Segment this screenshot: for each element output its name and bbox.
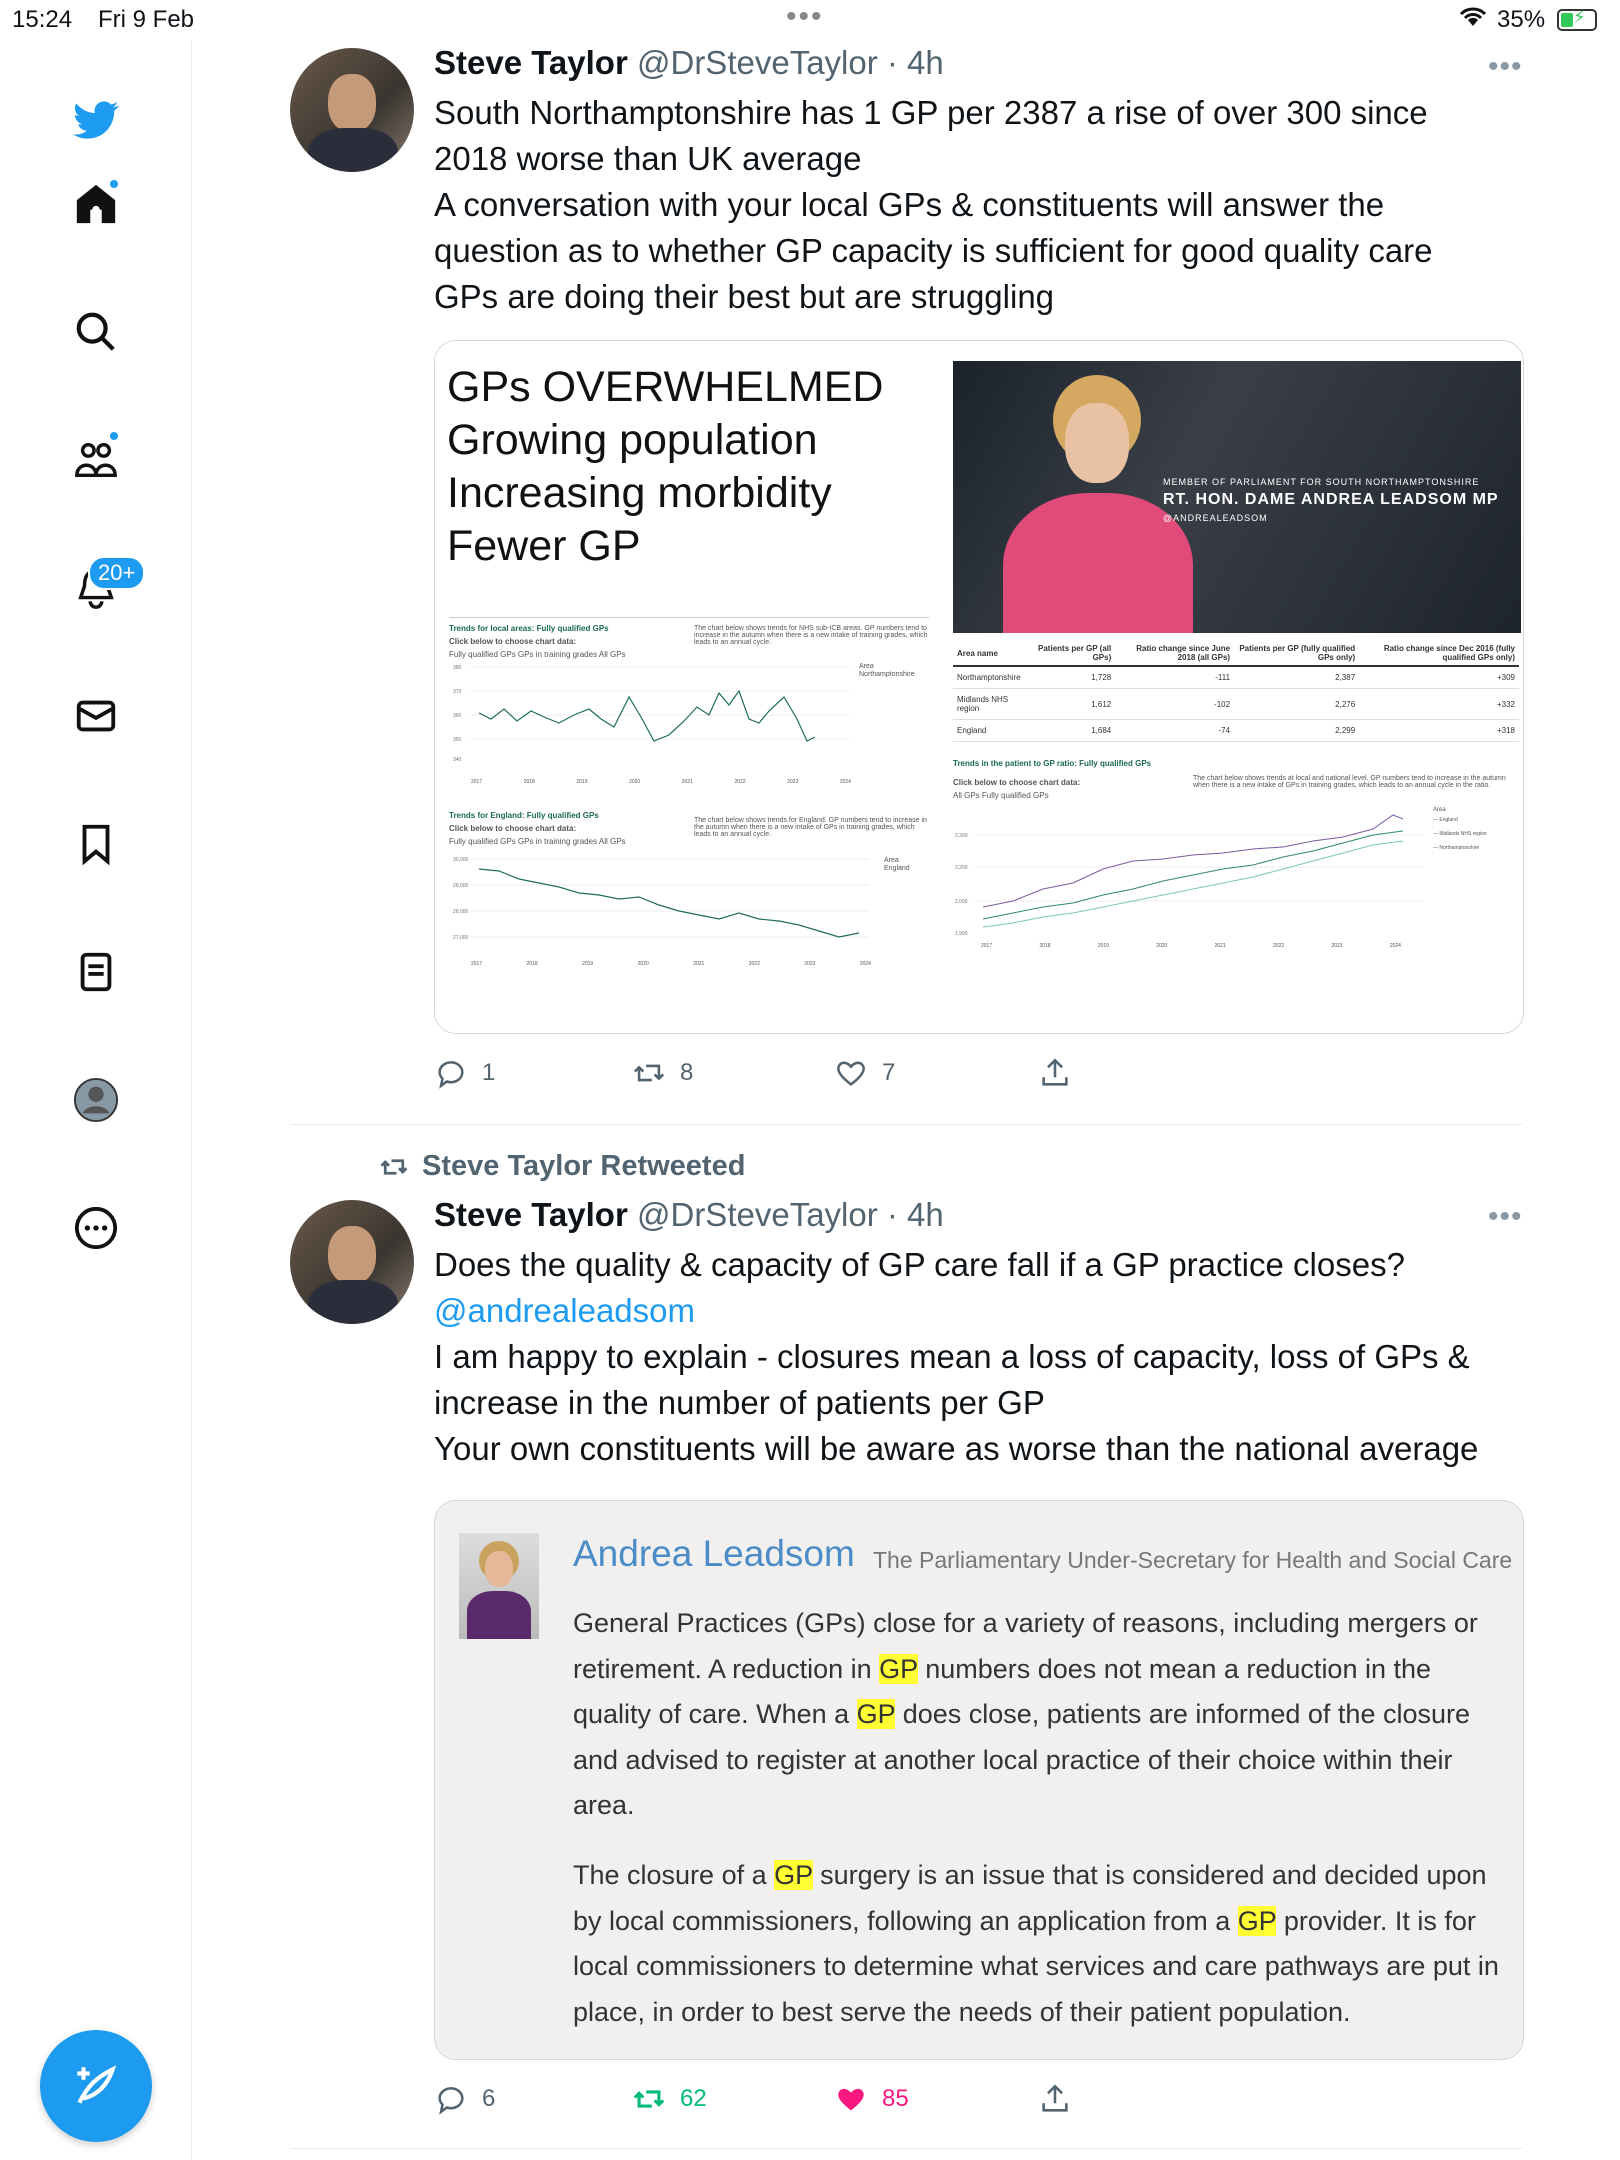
svg-text:27,000: 27,000	[453, 935, 469, 941]
like-count: 85	[882, 2085, 909, 2112]
communities-new-dot	[108, 430, 120, 442]
search-icon[interactable]	[66, 302, 126, 362]
svg-text:1,900: 1,900	[955, 931, 968, 937]
table-row: Northamptonshire 1,728 -111 2,387 +309	[953, 666, 1519, 689]
heart-icon	[834, 1056, 868, 1090]
tweet-time: · 4h	[886, 1196, 944, 1233]
like-button[interactable]	[834, 2082, 909, 2116]
svg-text:380: 380	[453, 665, 462, 671]
reply-button[interactable]	[434, 2082, 495, 2116]
more-options-icon[interactable]	[66, 1198, 126, 1258]
reply-icon	[434, 2082, 468, 2116]
retweeted-by: Steve Taylor Retweeted	[376, 1150, 745, 1183]
reply-icon	[434, 1056, 468, 1090]
retweet-button[interactable]	[632, 1056, 693, 1090]
retweet-count: 62	[680, 2085, 707, 2112]
svg-text:340: 340	[453, 757, 462, 763]
author-handle[interactable]: @DrSteveTaylor	[636, 1196, 878, 1233]
table-row: Midlands NHS region 1,612 -102 2,276 +332	[953, 689, 1519, 720]
reply-count: 1	[482, 1059, 496, 1086]
tweet-line: A conversation with your local GPs & constituents will answer the	[434, 186, 1385, 223]
notifications-badge: 20+	[88, 556, 145, 590]
share-icon	[1038, 2082, 1072, 2116]
status-bar	[0, 0, 1620, 40]
share-button[interactable]	[1038, 2082, 1072, 2116]
svg-text:2,300: 2,300	[955, 833, 968, 839]
tweet-header	[434, 44, 944, 82]
svg-text:2,200: 2,200	[955, 865, 968, 871]
tweet-actions	[434, 2082, 1434, 2122]
tweet-text	[434, 90, 1514, 320]
compose-tweet-button[interactable]	[40, 2030, 152, 2142]
sidebar	[0, 40, 192, 2160]
tweet-text	[434, 1242, 1524, 1472]
quote-avatar	[459, 1533, 539, 1639]
bookmarks-icon[interactable]	[66, 814, 126, 874]
local-trends-plot	[449, 657, 849, 777]
heart-filled-icon	[834, 2082, 868, 2116]
svg-text:28,000: 28,000	[453, 909, 469, 915]
svg-text:370: 370	[453, 689, 462, 695]
svg-text:2,000: 2,000	[955, 899, 968, 905]
svg-text:30,000: 30,000	[453, 857, 469, 863]
image-right-panel	[945, 341, 1524, 1033]
twitter-logo-icon[interactable]	[66, 90, 126, 150]
multitasking-dots-icon[interactable]: •••	[786, 0, 824, 33]
england-trends-chart: Trends for England: Fully qualified GPs Click below to choose chart data: Fully qualified GPs GPs in training grades All GPs The chart below shows trends for England. GP numbers tend to increase in the autumn when there is a new intake of GPs in training grades, which leads to an annual cycle. Area England 30,000 29,000 28,000 27,000 2017 2018 2019 2020 2021 2022 2023 2024	[449, 811, 927, 967]
avatar[interactable]	[290, 1200, 414, 1324]
tweet-line: I am happy to explain - closures mean a loss of capacity, loss of GPs &	[434, 1338, 1470, 1375]
reply-button[interactable]	[434, 1056, 495, 1090]
messages-icon[interactable]	[66, 686, 126, 746]
share-icon	[1038, 1056, 1072, 1090]
retweet-count: 8	[680, 1059, 694, 1086]
patient-ratio-plot	[953, 809, 1423, 939]
profile-icon[interactable]	[66, 1070, 126, 1130]
quote-author-role: The Parliamentary Under-Secretary for Health and Social Care	[873, 1547, 1513, 1573]
lists-icon[interactable]	[66, 942, 126, 1002]
quote-image-card[interactable]	[434, 1500, 1524, 2060]
tweet-line: increase in the number of patients per GP	[434, 1384, 1045, 1421]
tweet-header	[434, 1196, 944, 1234]
battery-icon: ⚡	[1557, 9, 1597, 31]
tweet-divider	[290, 1124, 1522, 1125]
quote-author-name: Andrea Leadsom	[573, 1533, 855, 1574]
tweet[interactable]	[290, 1150, 1522, 2130]
home-icon[interactable]	[66, 174, 126, 234]
tweet-time: · 4h	[886, 44, 944, 81]
avatar[interactable]	[290, 48, 414, 172]
image-headline: GPs OVERWHELMED Growing population Increasing morbidity Fewer GP	[447, 363, 884, 570]
share-button[interactable]	[1038, 1056, 1072, 1090]
retweet-icon	[632, 2082, 666, 2116]
mention-link[interactable]: @andrealeadsom	[434, 1292, 695, 1329]
reply-count: 6	[482, 2085, 496, 2112]
author-name[interactable]: Steve Taylor	[434, 44, 628, 81]
communities-icon[interactable]	[66, 430, 126, 490]
battery-percent: 35%	[1497, 6, 1546, 33]
image-left-panel	[435, 341, 945, 1033]
retweet-icon	[376, 1152, 412, 1182]
retweet-button[interactable]	[632, 2082, 707, 2116]
like-button[interactable]	[834, 1056, 895, 1090]
svg-text:29,000: 29,000	[453, 883, 469, 889]
tweet-image-card[interactable]	[434, 340, 1524, 1034]
gp-ratio-table: Area name Patients per GP (all GPs) Ratio change since June 2018 (all GPs) Patients per GP (fully qualified GPs only) Ratio change since Dec 2016 (fully qualified GPs only) Northamptonshire 1,728 -111 2,387 +309 Midlands NHS region 1,612 -102 2,276 +332 England 1,684 -74 2,299 +318	[953, 641, 1519, 742]
quote-paragraph: General Practices (GPs) close for a variety of reasons, including mergers or retirement. A reduction in GP numbers does not mean a reduction in the quality of care. When a GP does close, patients are informed of the closure and advised to register at another local practice of their choice within their area.	[573, 1608, 1478, 1820]
local-trends-chart: Trends for local areas: Fully qualified GPs Click below to choose chart data: Fully qualified GPs GPs in training grades All GPs The chart below shows trends for NHS sub-ICB areas. GP numbers tend to increase in the autumn when there is a new intake of training grades, which leads to an annual cycle. Area Northamptonshire 380 370 360 350 340 2017 2018 2019 2020 2021 2022 2023 2024	[449, 617, 929, 659]
author-name[interactable]: Steve Taylor	[434, 1196, 628, 1233]
status-time: 15:24	[12, 6, 73, 33]
patient-ratio-chart: Trends in the patient to GP ratio: Fully qualified GPs Click below to choose chart data: All GPs Fully qualified GPs The chart below shows trends at local and national level. GP numbers tend to increase in the autumn when there is a new intake of GPs in training grades, which leads to an annual cycle in the ratio. Area — England — Midlands NHS region — Northamptonshire 2,300 2,200 2,000 1,900 2017 2018 2019 2020 2021 2022 2023 2024	[953, 759, 1506, 949]
mp-photo: MEMBER OF PARLIAMENT FOR SOUTH NORTHAMPTONSHIRE RT. HON. DAME ANDREA LEADSOM MP @ANDREALEADSOM	[953, 361, 1521, 633]
tweet-divider	[290, 2148, 1522, 2149]
tweet-more-icon[interactable]: •••	[1488, 50, 1523, 83]
england-trends-plot	[449, 849, 869, 959]
tweet-line: question as to whether GP capacity is sufficient for good quality care	[434, 232, 1433, 269]
tweet[interactable]	[290, 40, 1522, 1120]
status-date: Fri 9 Feb	[98, 6, 195, 33]
home-new-dot	[108, 178, 120, 190]
compose-feather-icon	[71, 2061, 121, 2111]
tweet-line: South Northamptonshire has 1 GP per 2387 a rise of over 300 since	[434, 94, 1428, 131]
tweet-line: 2018 worse than UK average	[434, 140, 862, 177]
tweet-more-icon[interactable]: •••	[1488, 1200, 1523, 1233]
tweet-line: Does the quality & capacity of GP care fall if a GP practice closes?	[434, 1246, 1405, 1283]
tweet-line: GPs are doing their best but are struggling	[434, 278, 1055, 315]
tweet-actions	[434, 1056, 1434, 1096]
quote-paragraph: The closure of a GP surgery is an issue that is considered and decided upon by local commissioners, following an application from a GP provider. It is for local commissioners to determine what services and care pathways are put in place, in order to best serve the needs of their patient population.	[573, 1860, 1499, 2027]
wifi-icon	[1458, 6, 1488, 35]
tweet-line: Your own constituents will be aware as worse than the national average	[434, 1430, 1479, 1467]
author-handle[interactable]: @DrSteveTaylor	[636, 44, 878, 81]
svg-text:350: 350	[453, 737, 462, 743]
like-count: 7	[882, 1059, 896, 1086]
retweet-icon	[632, 1056, 666, 1090]
table-row: England 1,684 -74 2,299 +318	[953, 720, 1519, 742]
svg-text:360: 360	[453, 713, 462, 719]
